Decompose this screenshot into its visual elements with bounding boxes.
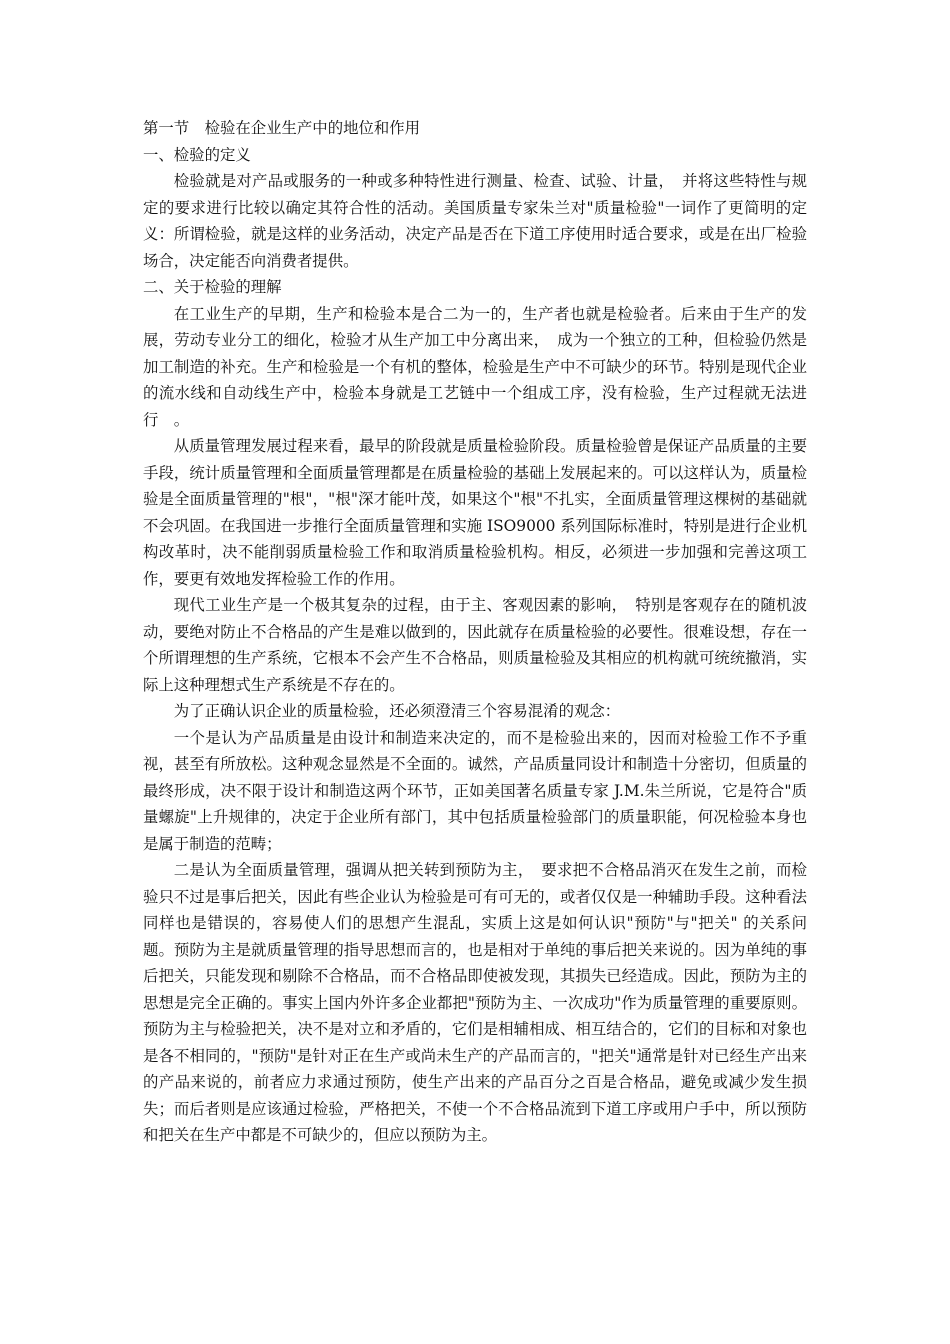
paragraph-early-production: 在工业生产的早期，生产和检验本是合二为一的，生产者也就是检验者。后来由于生产的发展，劳动专业分工的细化，检验才从生产加工中分离出来， 成为一个独立的工种，但检验仍然是加工制造的补充。生产和检验是一个有机的整体，检验是生产中不可缺少的环节。特别是现代企业的流水线和自动线生产中，检验本身就是工艺链中一个组成工序，没有检验，生产过程就无法进行 。 (143, 304, 807, 429)
heading-understanding: 二、关于检验的理解 (143, 278, 282, 296)
document-body (143, 115, 807, 1149)
section-title: 第一节 检验在企业生产中的地位和作用 (143, 119, 421, 137)
paragraph-definition: 检验就是对产品或服务的一种或多种特性进行测量、检查、试验、计量， 并将这些特性与规定的要求进行比较以确定其符合性的活动。美国质量专家朱兰对"质量检验"一词作了更简明的定义：所谓检验，就是这样的业务活动，决定产品是否在下道工序使用时适合要求，或是在出厂检验场合，决定能否向消费者提供。 (143, 172, 807, 270)
paragraph-concept-one: 一个是认为产品质量是由设计和制造来决定的，而不是检验出来的，因而对检验工作不予重视，甚至有所放松。这种观念显然是不全面的。诚然，产品质量同设计和制造十分密切，但质量的最终形成，决不限于设计和制造这两个环节，正如美国著名质量专家 J.M.朱兰所说，它是符合"质量螺旋"上升规律的，决定于企业所有部门，其中包括质量检验部门的质量职能，何况检验本身也是属于制造的范畴； (143, 728, 807, 853)
paragraph-modern-production: 现代工业生产是一个极其复杂的过程，由于主、客观因素的影响， 特别是客观存在的随机波动，要绝对防止不合格品的产生是难以做到的，因此就存在质量检验的必要性。很难设想，存在一个所谓理想的生产系统，它根本不会产生不合格品，则质量检验及其相应的机构就可统统撤消，实际上这种理想式生产系统是不存在的。 (143, 596, 807, 694)
paragraph-quality-history: 从质量管理发展过程来看，最早的阶段就是质量检验阶段。质量检验曾是保证产品质量的主要手段，统计质量管理和全面质量管理都是在质量检验的基础上发展起来的。可以这样认为，质量检验是全面质量管理的"根"，"根"深才能叶茂，如果这个"根"不扎实，全面质量管理这棵树的基础就不会巩固。在我国进一步推行全面质量管理和实施 ISO9000 系列国际标准时，特别是进行企业机构改革时，决不能削弱质量检验工作和取消质量检验机构。相反，必须进一步加强和完善这项工作，要更有效地发挥检验工作的作用。 (143, 437, 807, 588)
paragraph-concept-two: 二是认为全面质量管理，强调从把关转到预防为主， 要求把不合格品消灭在发生之前，而检验只不过是事后把关，因此有些企业认为检验是可有可无的，或者仅仅是一种辅助手段。这种看法同样也是错误的，容易使人们的思想产生混乱，实质上这是如何认识"预防"与"把关" 的关系问题。预防为主是就质量管理的指导思想而言的，也是相对于单纯的事后把关来说的。因为单纯的事后把关，只能发现和剔除不合格品，而不合格品即使被发现，其损失已经造成。因此，预防为主的思想是完全正确的。事实上国内外许多企业都把"预防为主、一次成功"作为质量管理的重要原则。预防为主与检验把关，决不是对立和矛盾的，它们是相辅相成、相互结合的，它们的目标和对象也是各不相同的，"预防"是针对正在生产或尚未生产的产品而言的，"把关"通常是针对已经生产出来的产品来说的，前者应力求通过预防，使生产出来的产品百分之百是合格品，避免或减少发生损失；而后者则是应该通过检验，严格把关，不使一个不合格品流到下道工序或用户手中，所以预防和把关在生产中都是不可缺少的，但应以预防为主。 (143, 861, 807, 1144)
paragraph-three-concepts: 为了正确认识企业的质量检验，还必须澄清三个容易混淆的观念： (173, 702, 621, 720)
heading-definition: 一、检验的定义 (143, 145, 251, 164)
